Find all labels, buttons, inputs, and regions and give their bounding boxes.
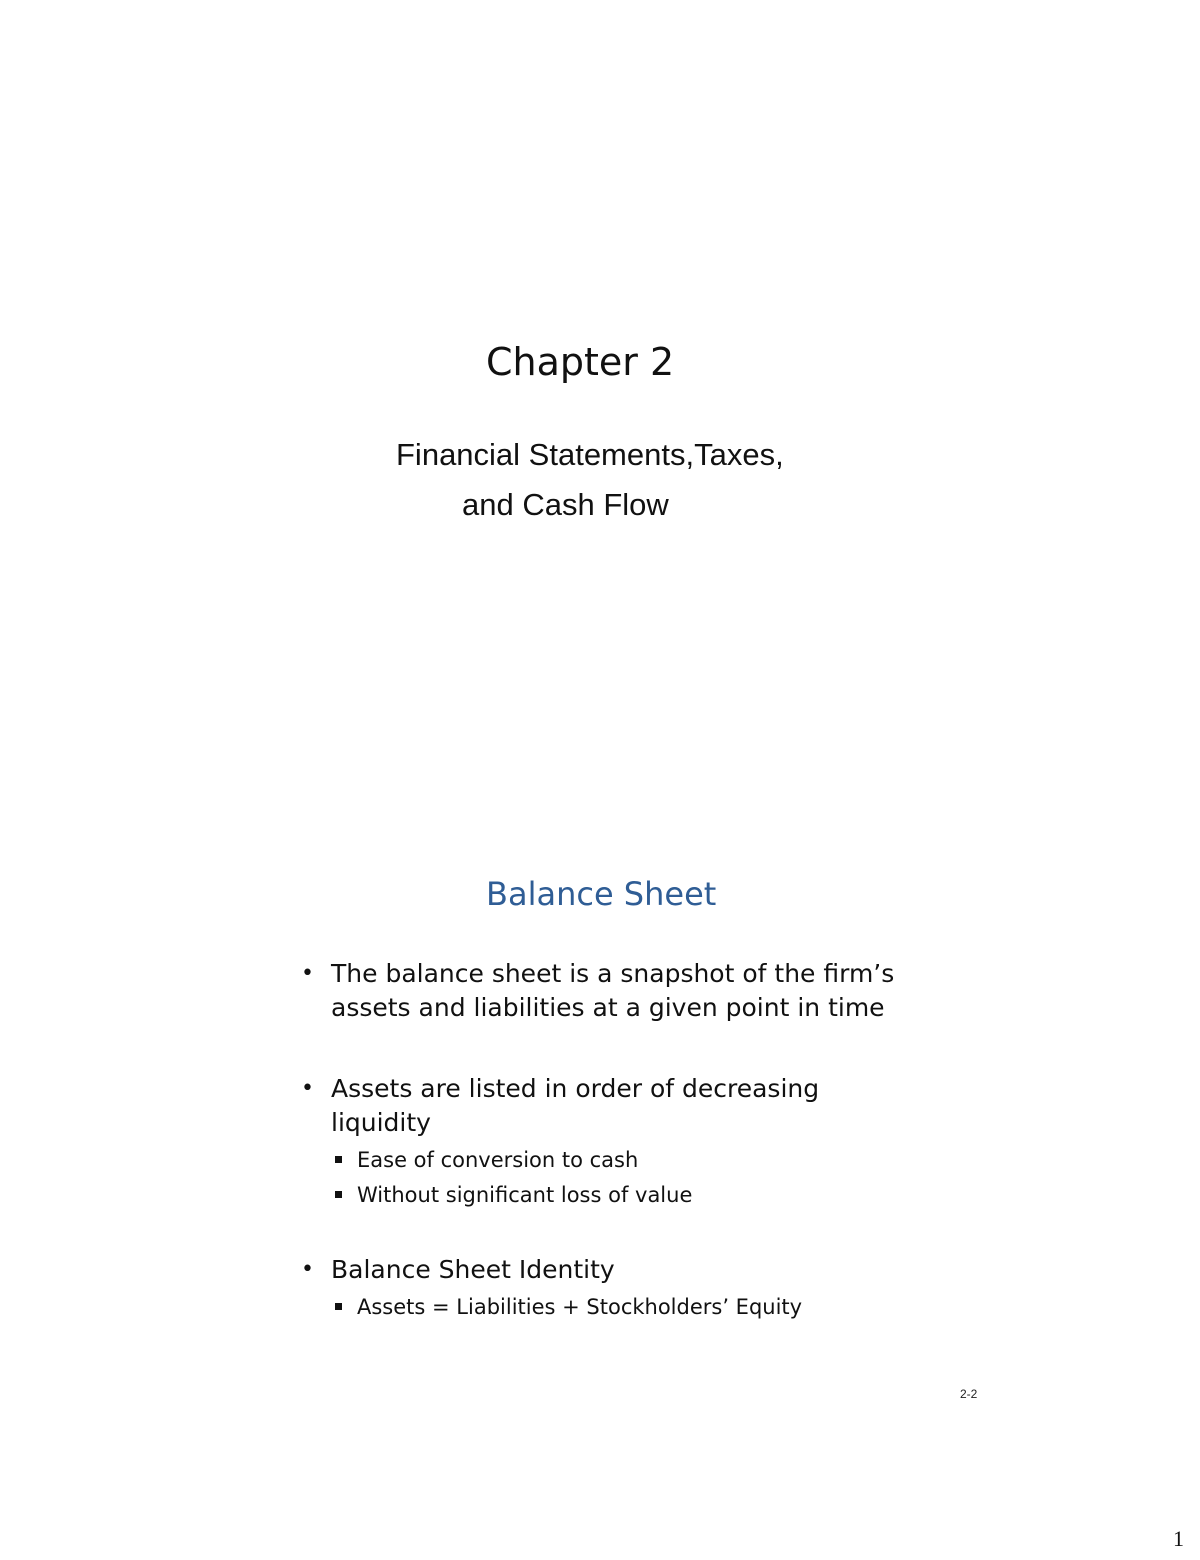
page-number: 1 [1173, 1526, 1184, 1551]
sub-bullet-text: Assets = Liabilities + Stockholders’ Equity [357, 1295, 803, 1319]
bullet-text: Balance Sheet Identity [331, 1255, 615, 1284]
bullet-continuation [331, 1106, 431, 1140]
bullet-dot-icon: • [301, 1257, 314, 1282]
chapter-title: Chapter 2 [486, 340, 675, 384]
slide-title: Balance Sheet [486, 875, 717, 913]
sub-bullet-item [357, 1145, 638, 1175]
bullet-item [301, 957, 895, 991]
square-bullet-icon [335, 1156, 342, 1163]
square-bullet-icon [335, 1303, 342, 1310]
chapter-subtitle-line-2: and Cash Flow [462, 487, 669, 522]
bullet-text: The balance sheet is a snapshot of the firm’s [331, 959, 895, 988]
sub-bullet-item [357, 1292, 802, 1322]
chapter-subtitle-line-1: Financial Statements,Taxes, [396, 437, 784, 472]
bullet-text: liquidity [331, 1108, 431, 1137]
bullet-continuation [331, 991, 885, 1025]
sub-bullet-item [357, 1180, 692, 1210]
slide-number: 2-2 [960, 1387, 978, 1401]
bullet-dot-icon: • [301, 1076, 314, 1101]
bullet-text: Assets are listed in order of decreasing [331, 1074, 820, 1103]
bullet-text: assets and liabilities at a given point in time [331, 993, 885, 1022]
square-bullet-icon [335, 1191, 342, 1198]
bullet-dot-icon: • [301, 961, 314, 986]
bullet-item [301, 1253, 615, 1287]
sub-bullet-text: Without significant loss of value [357, 1183, 693, 1207]
bullet-item [301, 1072, 820, 1106]
sub-bullet-text: Ease of conversion to cash [357, 1148, 639, 1172]
